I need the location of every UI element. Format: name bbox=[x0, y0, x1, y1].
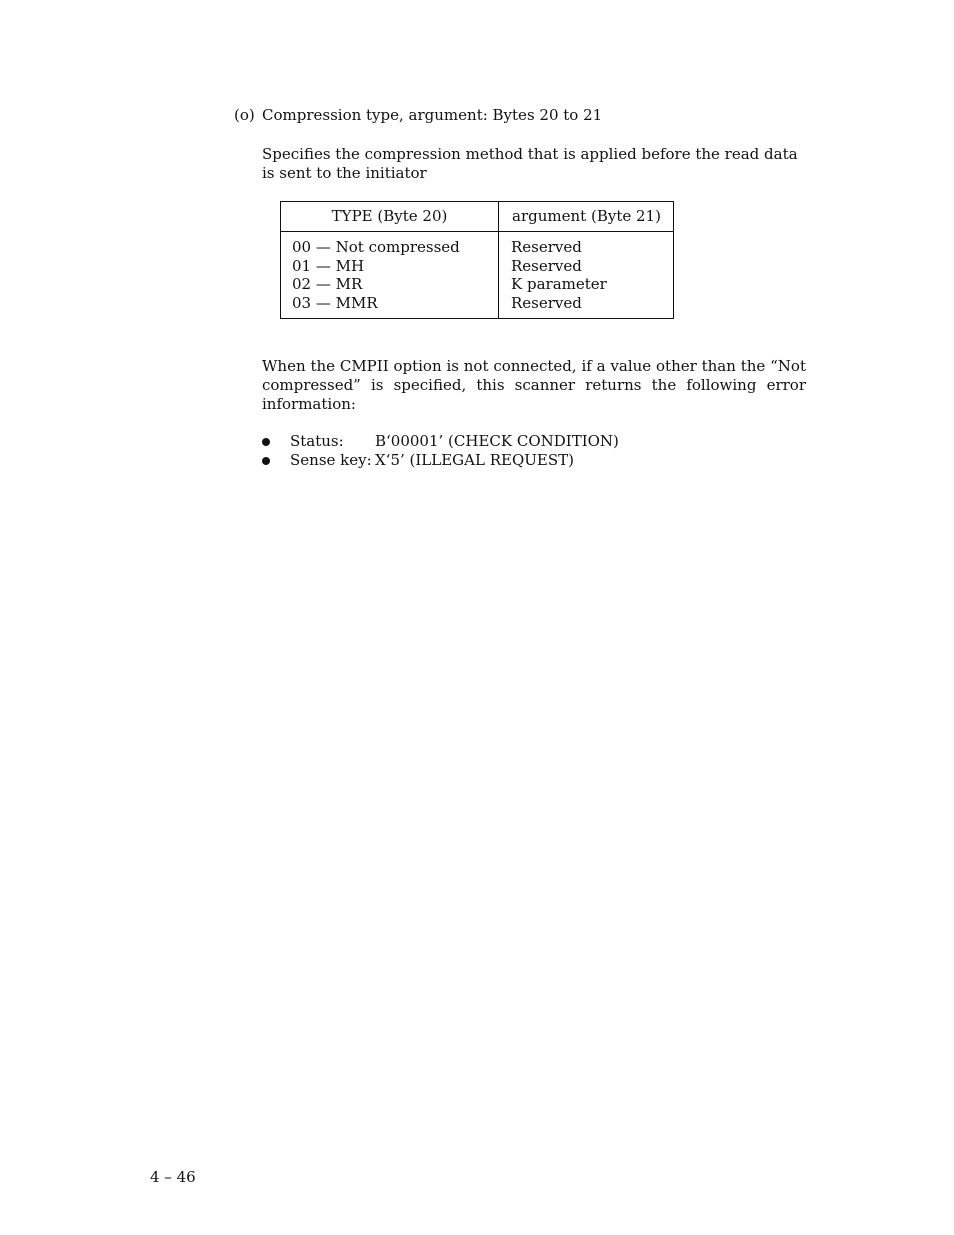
table-header-argument: argument (Byte 21) bbox=[512, 207, 661, 225]
bullet-icon bbox=[262, 457, 270, 465]
table-column-divider bbox=[498, 202, 499, 318]
table-cell-type: 03 — MMR bbox=[292, 294, 378, 313]
table-cell-type: 00 — Not compressed bbox=[292, 238, 460, 256]
table-cell-argument: K parameter bbox=[511, 275, 607, 294]
table-header-row bbox=[281, 202, 673, 232]
intro-paragraph: Specifies the compression method that is applied before the read data is sent to the initiator bbox=[262, 145, 798, 182]
section-marker: (o) bbox=[234, 106, 255, 124]
error-value: B‘00001’ (CHECK CONDITION) bbox=[375, 432, 619, 450]
bullet-icon bbox=[262, 438, 270, 446]
table-cell-argument: Reserved bbox=[511, 256, 582, 275]
table-cell-type: 01 — MH bbox=[292, 256, 365, 275]
section-title: Compression type, argument: Bytes 20 to 21 bbox=[262, 106, 603, 124]
table-cell-argument: Reserved bbox=[511, 238, 582, 256]
table-argument-column bbox=[511, 238, 607, 313]
table-header-type: TYPE (Byte 20) bbox=[331, 207, 448, 225]
error-paragraph: When the CMPII option is not connected, if a value other than the “Not compressed” is specified, this scanner returns the following error information: bbox=[262, 357, 806, 413]
error-label: Status: bbox=[290, 432, 344, 450]
error-value: X‘5’ (ILLEGAL REQUEST) bbox=[375, 451, 574, 469]
error-label: Sense key: bbox=[290, 451, 372, 469]
compression-table bbox=[280, 201, 674, 319]
table-type-column bbox=[292, 238, 460, 313]
page-number: 4 – 46 bbox=[150, 1168, 196, 1186]
table-cell-type: 02 — MR bbox=[292, 275, 363, 294]
table-cell-argument: Reserved bbox=[511, 294, 582, 313]
